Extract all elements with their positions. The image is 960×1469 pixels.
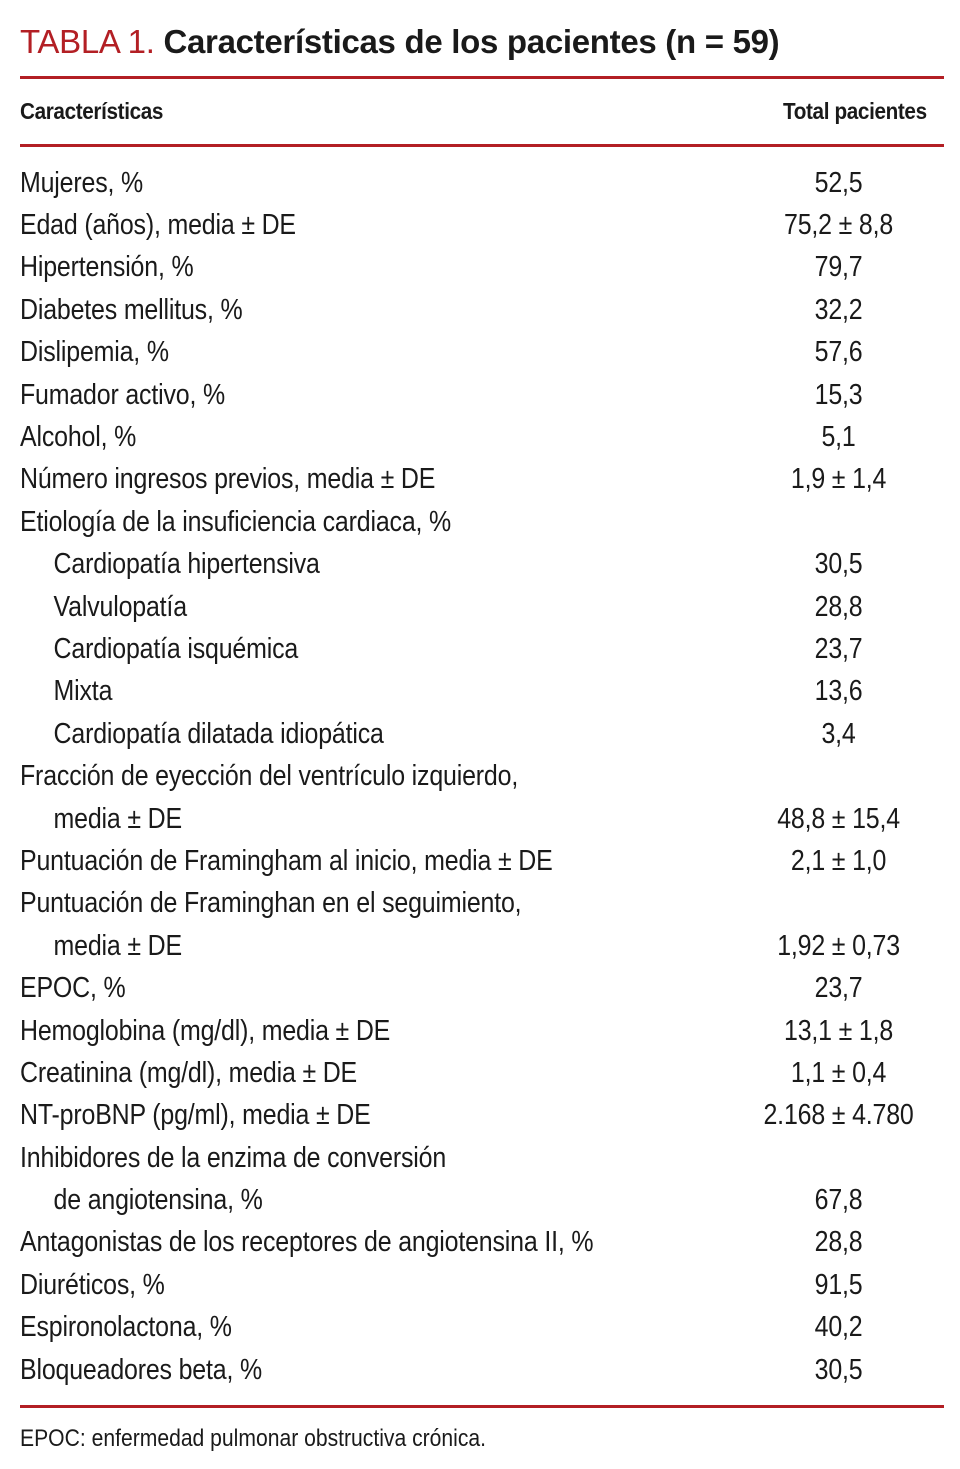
table-row bbox=[20, 628, 944, 670]
row-label: Edad (años), media ± DE bbox=[20, 209, 296, 242]
table-row bbox=[20, 459, 944, 501]
table-row bbox=[20, 586, 944, 628]
row-label: Antagonistas de los receptores de angiotensina II, % bbox=[20, 1226, 594, 1259]
table-row bbox=[20, 713, 944, 755]
table-row bbox=[20, 289, 944, 331]
column-header-total: Total pacientes bbox=[783, 98, 927, 124]
row-label: Cardiopatía isquémica bbox=[53, 632, 299, 665]
row-value: 13,1 ± 1,8 bbox=[784, 1014, 894, 1047]
row-label: Puntuación de Framingham al inicio, media ± DE bbox=[20, 844, 553, 877]
table-row bbox=[20, 883, 944, 925]
row-label: Dislipemia, % bbox=[20, 336, 169, 369]
table-row bbox=[20, 1137, 944, 1179]
table-row bbox=[20, 501, 944, 543]
row-value: 13,6 bbox=[814, 675, 863, 708]
row-value: 5,1 bbox=[821, 421, 856, 454]
table-row bbox=[20, 840, 944, 882]
row-label: Cardiopatía hipertensiva bbox=[53, 548, 320, 581]
row-label: Fumador activo, % bbox=[20, 378, 225, 411]
row-label: Etiología de la insuficiencia cardiaca, % bbox=[20, 505, 452, 538]
table-row bbox=[20, 204, 944, 246]
row-value: 79,7 bbox=[814, 251, 863, 284]
row-value: 75,2 ± 8,8 bbox=[784, 209, 894, 242]
table-row bbox=[20, 1179, 944, 1221]
bottom-rule bbox=[20, 1405, 944, 1408]
table-row bbox=[20, 247, 944, 289]
row-label: de angiotensina, % bbox=[53, 1184, 263, 1217]
row-value: 28,8 bbox=[814, 1226, 863, 1259]
header-rule bbox=[20, 144, 944, 147]
row-label: Creatinina (mg/dl), media ± DE bbox=[20, 1056, 358, 1089]
row-value: 28,8 bbox=[814, 590, 863, 623]
row-value: 40,2 bbox=[814, 1311, 863, 1344]
row-value: 32,2 bbox=[814, 293, 863, 326]
row-value: 91,5 bbox=[814, 1268, 863, 1301]
row-label: Diabetes mellitus, % bbox=[20, 293, 243, 326]
table-caption: Características de los pacientes (n = 59) bbox=[163, 23, 780, 60]
row-label: Número ingresos previos, media ± DE bbox=[20, 463, 436, 496]
row-label: media ± DE bbox=[53, 929, 182, 962]
table-row bbox=[20, 332, 944, 374]
row-label: Mujeres, % bbox=[20, 166, 144, 199]
table-row bbox=[20, 755, 944, 797]
top-rule bbox=[20, 76, 944, 79]
table-body bbox=[20, 162, 944, 1391]
table-row bbox=[20, 671, 944, 713]
row-label: media ± DE bbox=[53, 802, 182, 835]
row-label: EPOC, % bbox=[20, 972, 126, 1005]
table-row bbox=[20, 416, 944, 458]
row-label: Alcohol, % bbox=[20, 421, 137, 454]
row-label: Espironolactona, % bbox=[20, 1311, 232, 1344]
row-value: 23,7 bbox=[814, 972, 863, 1005]
row-value: 23,7 bbox=[814, 632, 863, 665]
table-row bbox=[20, 374, 944, 416]
table-row bbox=[20, 162, 944, 204]
table-row bbox=[20, 1095, 944, 1137]
table-row bbox=[20, 1264, 944, 1306]
table-row bbox=[20, 1349, 944, 1391]
footnote: EPOC: enfermedad pulmonar obstructiva crónica. bbox=[20, 1425, 487, 1452]
row-value: 1,9 ± 1,4 bbox=[790, 463, 887, 496]
column-header-characteristics: Características bbox=[20, 98, 164, 124]
row-value: 30,5 bbox=[814, 1353, 863, 1386]
row-label: Inhibidores de la enzima de conversión bbox=[20, 1141, 447, 1174]
table-row bbox=[20, 798, 944, 840]
row-label: NT-proBNP (pg/ml), media ± DE bbox=[20, 1099, 371, 1132]
row-label: Cardiopatía dilatada idiopática bbox=[53, 717, 384, 750]
row-value: 57,6 bbox=[814, 336, 863, 369]
table-number: TABLA 1. bbox=[20, 23, 155, 60]
table-row bbox=[20, 544, 944, 586]
row-label: Valvulopatía bbox=[53, 590, 187, 623]
row-value: 48,8 ± 15,4 bbox=[777, 802, 900, 835]
table-row bbox=[20, 1307, 944, 1349]
row-label: Mixta bbox=[53, 675, 113, 708]
row-label: Fracción de eyección del ventrículo izquierdo, bbox=[20, 760, 519, 793]
table-row bbox=[20, 967, 944, 1009]
table-row bbox=[20, 1222, 944, 1264]
row-value: 52,5 bbox=[814, 166, 863, 199]
row-label: Diuréticos, % bbox=[20, 1268, 165, 1301]
row-label: Puntuación de Framinghan en el seguimiento, bbox=[20, 887, 522, 920]
table-row bbox=[20, 1052, 944, 1094]
table-row bbox=[20, 1010, 944, 1052]
table-title bbox=[20, 20, 779, 64]
row-label: Hipertensión, % bbox=[20, 251, 194, 284]
row-value: 15,3 bbox=[814, 378, 863, 411]
row-label: Bloqueadores beta, % bbox=[20, 1353, 262, 1386]
row-value: 1,1 ± 0,4 bbox=[790, 1056, 887, 1089]
row-value: 67,8 bbox=[814, 1184, 863, 1217]
row-value: 30,5 bbox=[814, 548, 863, 581]
row-value: 3,4 bbox=[821, 717, 856, 750]
row-value: 2,1 ± 1,0 bbox=[790, 844, 887, 877]
row-value: 1,92 ± 0,73 bbox=[777, 929, 900, 962]
row-value: 2.168 ± 4.780 bbox=[763, 1099, 914, 1132]
row-label: Hemoglobina (mg/dl), media ± DE bbox=[20, 1014, 391, 1047]
table-row bbox=[20, 925, 944, 967]
